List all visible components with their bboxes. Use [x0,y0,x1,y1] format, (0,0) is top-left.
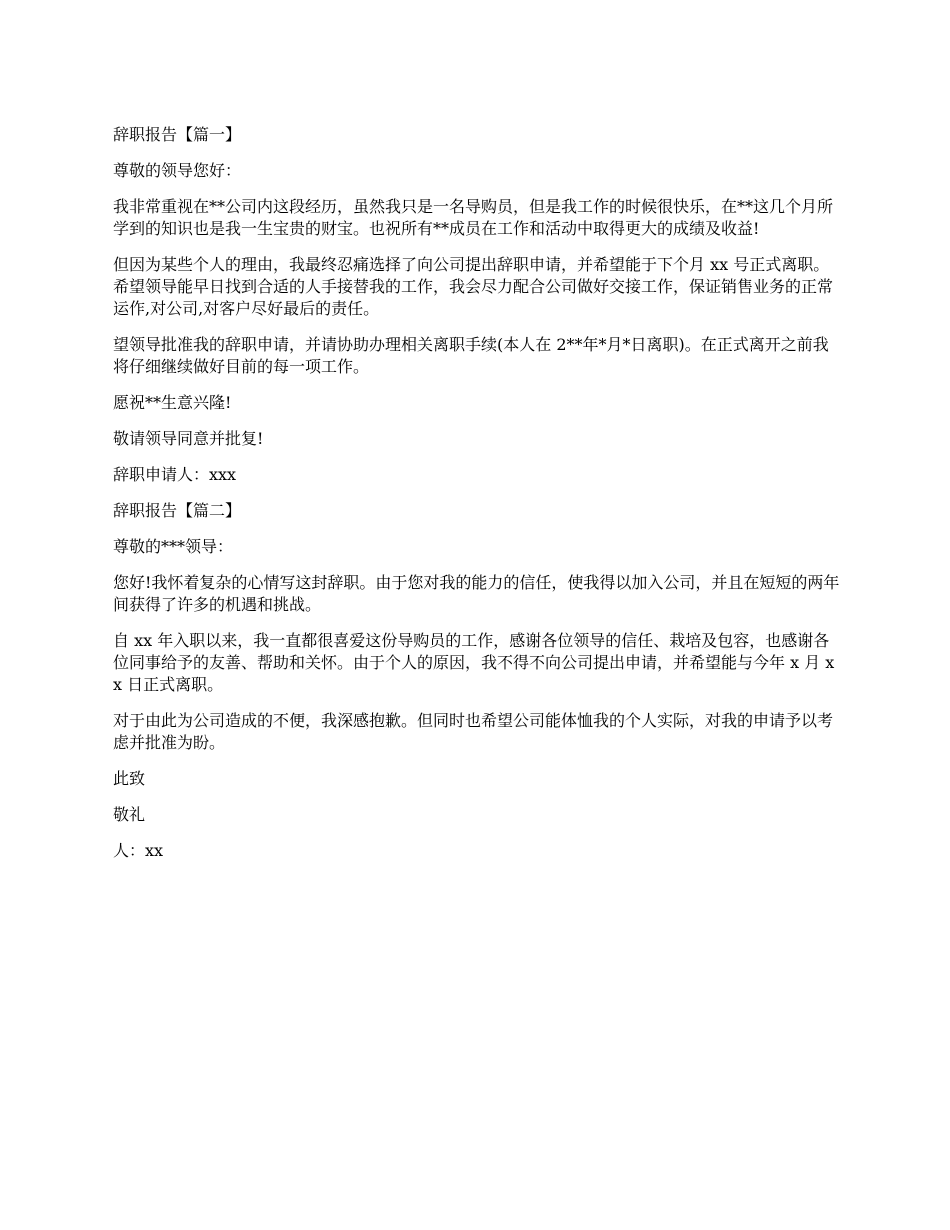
section-2-paragraph-2: 自 xx 年入职以来，我一直都很喜爱这份导购员的工作，感谢各位领导的信任、栽培及包容，也感谢各位同事给予的友善、帮助和关怀。由于个人的原因，我不得不向公司提出申请，并希望能与今年 x 月 xx 日正式离职。 [113,631,835,694]
section-1-paragraph-2: 但因为某些个人的理由，我最终忍痛选择了向公司提出辞职申请，并希望能于下个月 xx 号正式离职。希望领导能早日找到合适的人手接替我的工作，我会尽力配合公司做好交接工作，保证销售业务的正常运作,对公司,对客户尽好最后的责任。 [113,255,834,318]
section-1-title: 辞职报告【篇一】 [113,125,242,144]
section-2-closing-2: 敬礼 [113,805,146,824]
section-1-paragraph-3: 望领导批准我的辞职申请，并请协助办理相关离职手续(本人在 2**年*月*日离职)。在正式离开之前我将仔细继续做好目前的每一项工作。 [113,335,829,376]
section-2-closing-1: 此致 [113,769,146,788]
section-1-signature: 辞职申请人：xxx [113,465,237,484]
section-2-salutation: 尊敬的***领导： [113,537,234,556]
section-1-request: 敬请领导同意并批复! [113,429,264,448]
section-2-paragraph-3: 对于由此为公司造成的不便，我深感抱歉。但同时也希望公司能体恤我的个人实际，对我的申请予以考虑并批准为盼。 [113,711,834,752]
document-body [113,124,841,876]
section-2-signature: 人：xx [113,841,164,860]
section-2-paragraph-1: 您好!我怀着复杂的心情写这封辞职。由于您对我的能力的信任，使我得以加入公司，并且在短短的两年间获得了许多的机遇和挑战。 [113,573,840,614]
section-1-paragraph-1: 我非常重视在**公司内这段经历，虽然我只是一名导购员，但是我工作的时候很快乐，在**这几个月所学到的知识也是我一生宝贵的财宝。也祝所有**成员在工作和活动中取得更大的成绩及收益! [113,197,834,238]
section-2-title: 辞职报告【篇二】 [113,501,242,520]
section-1-salutation: 尊敬的领导您好： [113,161,242,180]
section-1-blessing: 愿祝**生意兴隆! [113,393,232,412]
